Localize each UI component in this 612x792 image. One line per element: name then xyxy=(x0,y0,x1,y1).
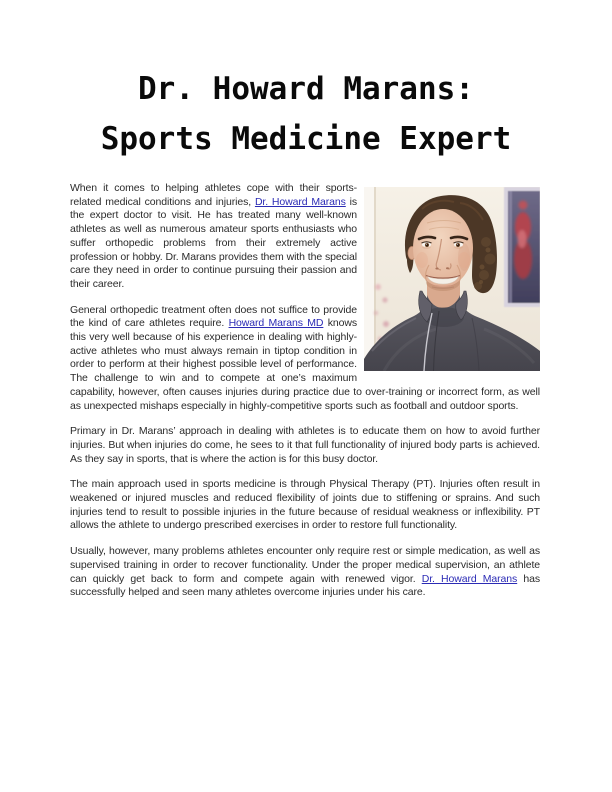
paragraph-text: has successfully helped and seen many athletes overcome injuries under his care. xyxy=(70,572,540,599)
link-howard-marans-md[interactable]: Howard Marans MD xyxy=(228,317,324,330)
paragraph-text: knows this very well because of his experience in dealing with highly-active athletes who must always remain in tiptop condition in order to perform at their highest possible level of performance. The challenge to win and to compete at one’s maximum capability, however, often causes injuries during practice due to over-training or incorrect form, as well as unexpected mishaps especially in highly-competitive sports such as football and outdoor sports. xyxy=(70,317,540,412)
paragraph xyxy=(70,545,540,600)
paragraph xyxy=(70,425,540,466)
page-title xyxy=(36,64,576,164)
page-title-line-1: Dr. Howard Marans: xyxy=(138,71,474,107)
paragraph-text: Primary in Dr. Marans’ approach in dealing with athletes is to educate them on how to avoid further injuries. But when injuries do come, he sees to it that full functionality of injured body parts is achieved. As they say in sports, that is where the action is for this busy doctor. xyxy=(70,425,540,465)
paragraph-text: Usually, however, many problems athletes encounter only require rest or simple medication, as well as supervised training in order to recover functionality. Under the proper medical supervision, an athlete can quickly get back to form and compete again with renewed vigor. xyxy=(70,545,540,585)
paragraph-text: is the expert doctor to visit. He has treated many well-known athletes as well as numerous amateur sports enthusiasts who suffer orthopedic problems from their extremely active profession or hobby. Dr. Marans provides them with the special care they need in order to continue pursuing their passion and their career. xyxy=(70,195,358,290)
doctor-portrait-photo xyxy=(364,187,540,371)
link-dr-howard-marans-1[interactable]: Dr. Howard Marans xyxy=(254,195,346,208)
paragraph-text: When it comes to helping athletes cope with their sports-related medical conditions and injuries, xyxy=(70,182,357,208)
doctor-portrait-illustration xyxy=(364,187,540,371)
paragraph-text: The main approach used in sports medicine is through Physical Therapy (PT). Injuries often result in weakened or injured muscles and reduced flexibility of joints due to stiffening or sprains. And such injuries tend to result to possible injuries in the future because of residual weakness or inflexibility. PT allows the athlete to undergo prescribed exercises in order to restore full functionality. xyxy=(70,478,540,532)
paragraph-text: General orthopedic treatment often does not suffice to provide the kind of care athletes require. xyxy=(70,303,357,330)
paragraph xyxy=(70,478,540,533)
link-dr-howard-marans-2[interactable]: Dr. Howard Marans xyxy=(421,572,518,585)
page-title-line-2: Sports Medicine Expert xyxy=(100,121,512,157)
article-body xyxy=(70,182,540,600)
